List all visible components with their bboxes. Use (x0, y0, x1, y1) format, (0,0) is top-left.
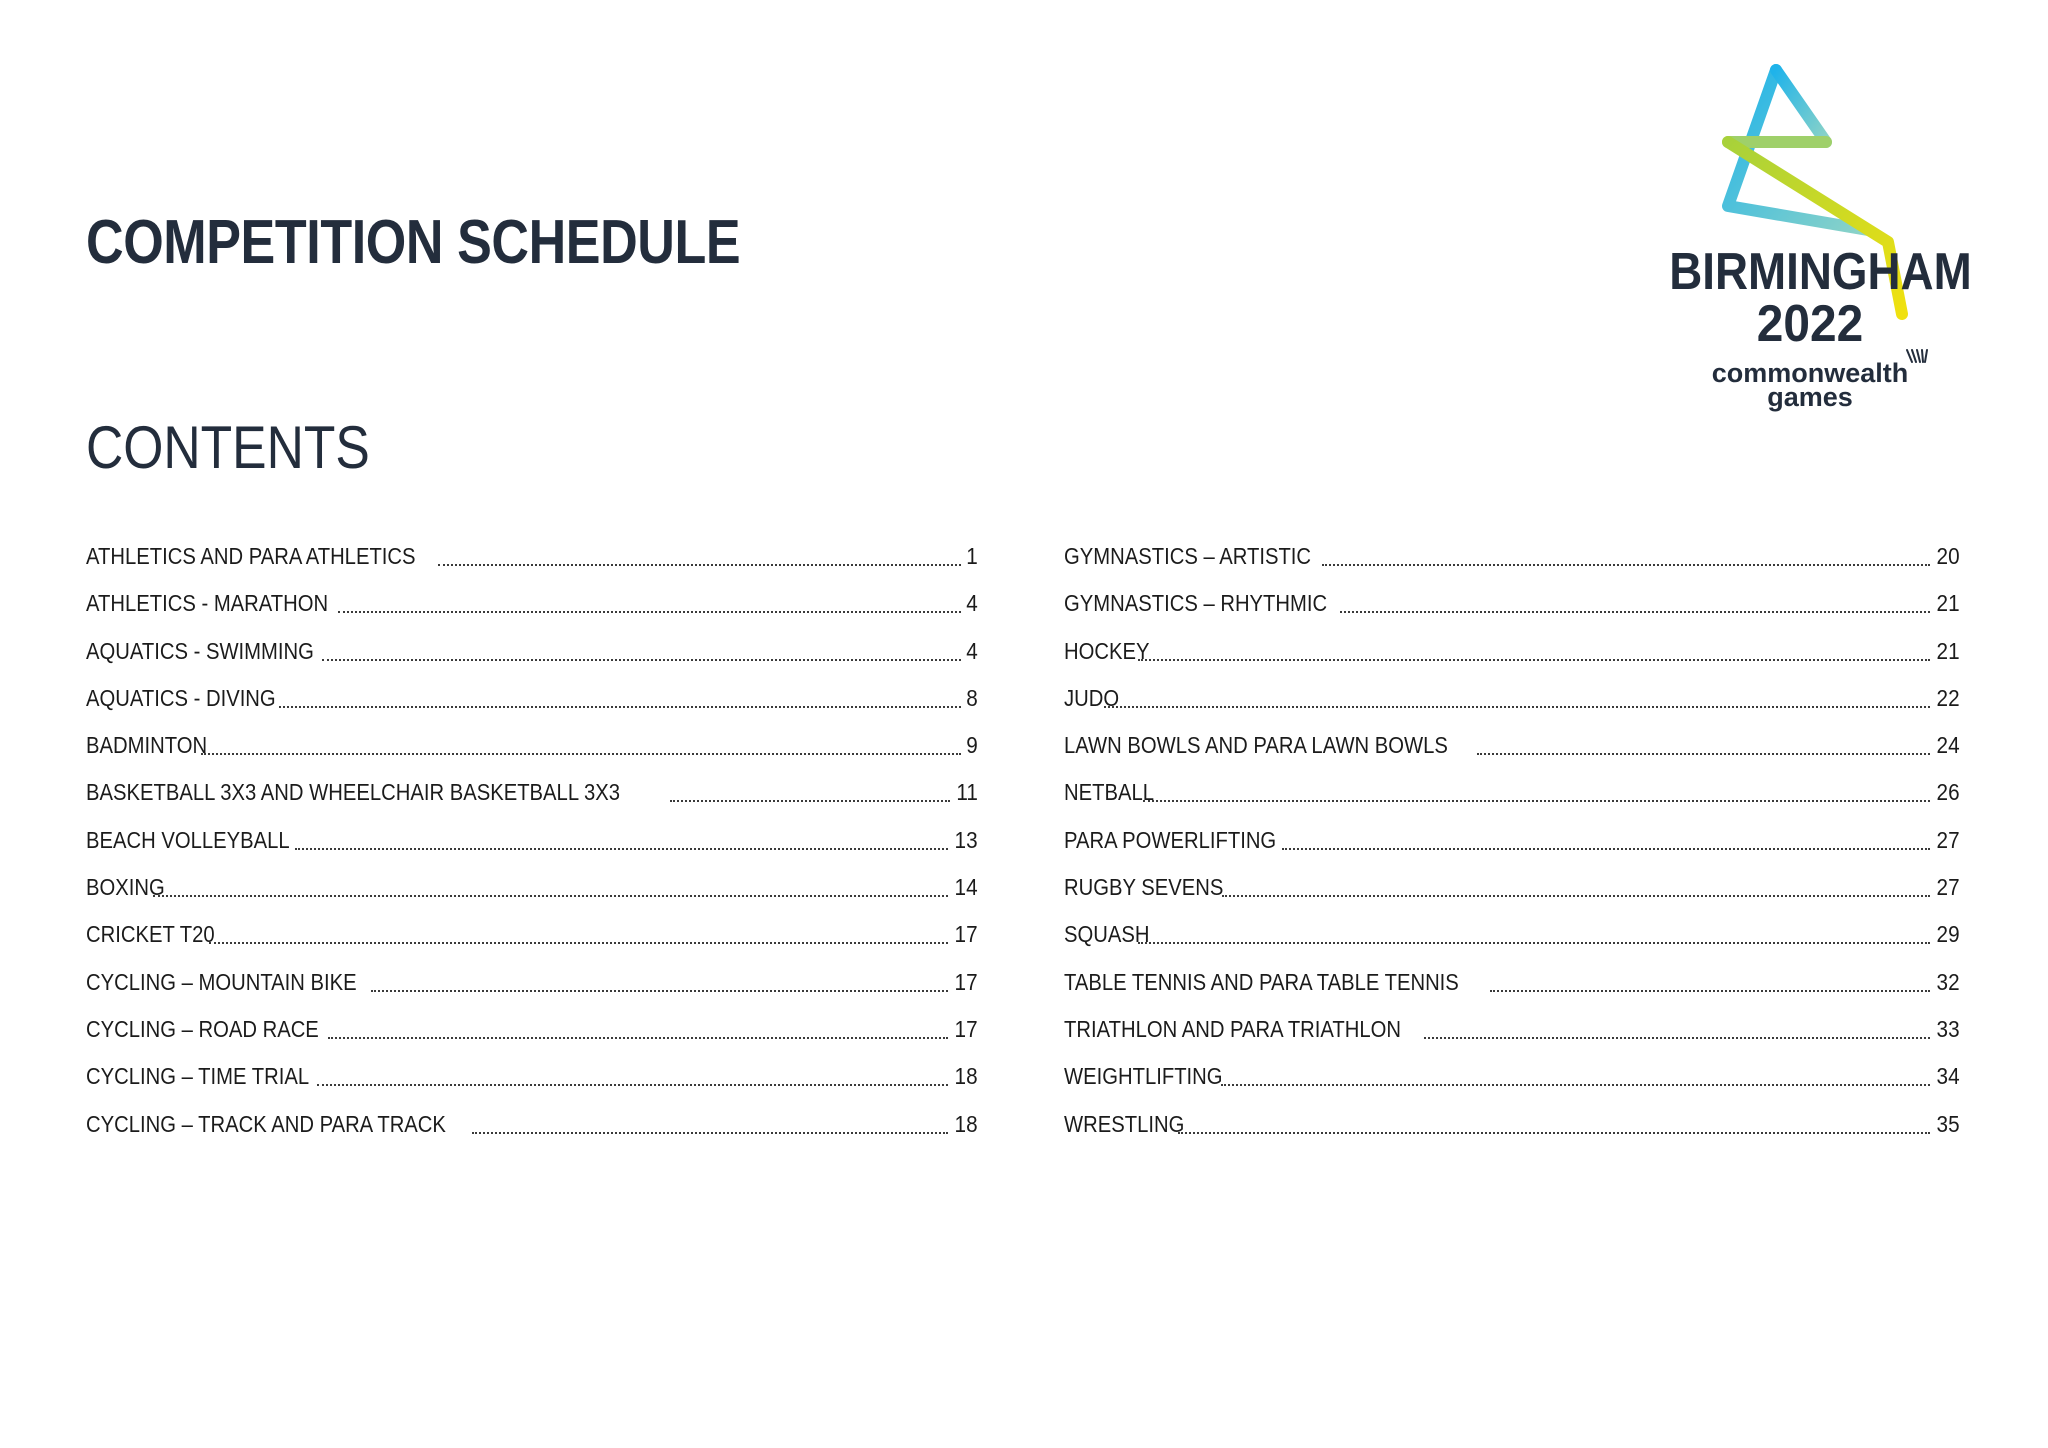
toc-entry-label: WRESTLING (1064, 1110, 1185, 1137)
toc-dot-leader (322, 631, 961, 671)
toc-entry[interactable] (86, 914, 978, 961)
toc-entry-label: BASKETBALL 3X3 AND WHEELCHAIR BASKETBALL 3X3 (86, 779, 620, 806)
toc-dot-leader (153, 867, 949, 907)
toc-entry-label: CYCLING – TIME TRIAL (86, 1063, 310, 1090)
crown-mark-icon (1906, 348, 1928, 364)
toc-dot-leader (1282, 820, 1930, 860)
toc-entry-label: PARA POWERLIFTING (1064, 826, 1277, 853)
logo-year: 2022 (1756, 295, 1864, 353)
toc-entry-label: ATHLETICS - MARATHON (86, 590, 329, 617)
toc-entry[interactable] (1064, 536, 1960, 583)
toc-dot-leader (1138, 914, 1930, 954)
toc-entry-page-number: 27 (1936, 874, 1960, 901)
toc-dot-leader (1322, 536, 1931, 576)
page-title: COMPETITION SCHEDULE (86, 208, 741, 277)
toc-dot-leader (1222, 867, 1930, 907)
toc-entry[interactable] (1064, 867, 1960, 914)
toc-dot-leader (317, 1056, 949, 1096)
toc-dot-leader (279, 678, 961, 718)
toc-entry[interactable] (86, 867, 978, 914)
toc-entry-page-number: 4 (966, 637, 978, 664)
toc-entry-label: ATHLETICS AND PARA ATHLETICS (86, 543, 416, 569)
toc-entry-page-number: 35 (1936, 1110, 1960, 1137)
toc-entry-page-number: 26 (1936, 779, 1960, 806)
toc-entry-label: GYMNASTICS – ARTISTIC (1064, 543, 1312, 569)
toc-dot-leader (209, 914, 948, 954)
toc-entry[interactable] (1064, 631, 1960, 678)
toc-left-column (86, 536, 978, 1151)
toc-entry-page-number: 8 (966, 684, 978, 711)
toc-entry-page-number: 33 (1936, 1015, 1960, 1042)
toc-entry-label: CRICKET T20 (86, 921, 215, 948)
toc-entry[interactable] (86, 631, 978, 678)
toc-dot-leader (472, 1104, 948, 1144)
toc-entry[interactable] (1064, 772, 1960, 819)
toc-entry-page-number: 20 (1936, 543, 1960, 569)
toc-entry[interactable] (86, 536, 978, 583)
toc-entry-page-number: 17 (954, 921, 978, 948)
toc-entry[interactable] (1064, 1009, 1960, 1056)
toc-dot-leader (201, 725, 961, 765)
birmingham-2022-logo (1650, 56, 2004, 426)
toc-entry-label: AQUATICS - DIVING (86, 684, 276, 711)
toc-entry-label: BOXING (86, 874, 165, 901)
toc-entry-page-number: 17 (954, 968, 978, 995)
toc-entry[interactable] (86, 772, 978, 819)
toc-dot-leader (1178, 1104, 1931, 1144)
toc-entry[interactable] (1064, 583, 1960, 630)
toc-entry[interactable] (86, 962, 978, 1009)
toc-dot-leader (1424, 1009, 1930, 1049)
toc-entry[interactable] (86, 725, 978, 772)
toc-entry[interactable] (1064, 1104, 1960, 1151)
toc-entry-page-number: 4 (966, 590, 978, 617)
toc-entry-page-number: 18 (954, 1063, 978, 1090)
toc-dot-leader (1104, 678, 1931, 718)
toc-entry-page-number: 29 (1936, 921, 1960, 948)
toc-dot-leader (295, 820, 949, 860)
toc-entry-page-number: 1 (966, 543, 978, 569)
toc-entry-page-number: 14 (954, 874, 978, 901)
toc-entry-label: BEACH VOLLEYBALL (86, 826, 290, 853)
toc-dot-leader (1340, 583, 1930, 623)
contents-heading: CONTENTS (86, 414, 370, 481)
logo-commonwealth: commonwealth (1711, 358, 1909, 388)
logo-wordmark: BIRMINGHAM (1669, 243, 1972, 301)
toc-entry-page-number: 21 (1936, 637, 1960, 664)
toc-entry-label: TRIATHLON AND PARA TRIATHLON (1064, 1015, 1402, 1042)
toc-entry-label: WEIGHTLIFTING (1064, 1063, 1223, 1090)
toc-entry-page-number: 9 (966, 732, 978, 759)
toc-dot-leader (1138, 631, 1930, 671)
toc-entry-label: NETBALL (1064, 779, 1154, 806)
toc-entry-label: BADMINTON (86, 732, 208, 759)
toc-entry[interactable] (1064, 725, 1960, 772)
toc-entry[interactable] (86, 1056, 978, 1103)
toc-entry-label: LAWN BOWLS AND PARA LAWN BOWLS (1064, 732, 1448, 759)
toc-entry-page-number: 22 (1936, 684, 1960, 711)
toc-entry-page-number: 21 (1936, 590, 1960, 617)
toc-entry[interactable] (86, 583, 978, 630)
toc-dot-leader (1490, 962, 1931, 1002)
toc-entry-page-number: 13 (954, 826, 978, 853)
toc-entry[interactable] (1064, 1056, 1960, 1103)
toc-entry-label: HOCKEY (1064, 637, 1150, 664)
toc-dot-leader (1477, 725, 1930, 765)
toc-entry[interactable] (1064, 962, 1960, 1009)
toc-entry-label: CYCLING – ROAD RACE (86, 1015, 319, 1042)
toc-dot-leader (1143, 772, 1930, 812)
toc-dot-leader (338, 583, 961, 623)
toc-entry-page-number: 32 (1936, 968, 1960, 995)
toc-entry[interactable] (1064, 678, 1960, 725)
toc-entry-label: CYCLING – MOUNTAIN BIKE (86, 968, 357, 995)
toc-entry-page-number: 27 (1936, 826, 1960, 853)
toc-entry-page-number: 24 (1936, 732, 1960, 759)
toc-entry-label: JUDO (1064, 684, 1120, 711)
toc-entry[interactable] (86, 678, 978, 725)
toc-entry[interactable] (1064, 820, 1960, 867)
toc-entry-label: SQUASH (1064, 921, 1150, 948)
toc-entry-page-number: 17 (954, 1015, 978, 1042)
toc-dot-leader (1221, 1056, 1930, 1096)
toc-entry[interactable] (86, 1104, 978, 1151)
toc-dot-leader (328, 1009, 949, 1049)
toc-right-column (1064, 536, 1960, 1151)
toc-dot-leader (438, 536, 961, 576)
toc-entry[interactable] (86, 820, 978, 867)
toc-entry[interactable] (1064, 914, 1960, 961)
toc-entry-page-number: 34 (1936, 1063, 1960, 1090)
toc-entry-page-number: 11 (956, 779, 978, 806)
toc-dot-leader (371, 962, 949, 1002)
toc-entry[interactable] (86, 1009, 978, 1056)
logo-games: games (1767, 382, 1853, 412)
toc-dot-leader (670, 772, 950, 812)
toc-entry-label: RUGBY SEVENS (1064, 874, 1224, 901)
toc-entry-label: TABLE TENNIS AND PARA TABLE TENNIS (1064, 968, 1459, 995)
toc-entry-label: AQUATICS - SWIMMING (86, 637, 314, 664)
toc-entry-page-number: 18 (954, 1110, 978, 1137)
toc-entry-label: GYMNASTICS – RHYTHMIC (1064, 590, 1328, 617)
toc-entry-label: CYCLING – TRACK AND PARA TRACK (86, 1110, 446, 1137)
